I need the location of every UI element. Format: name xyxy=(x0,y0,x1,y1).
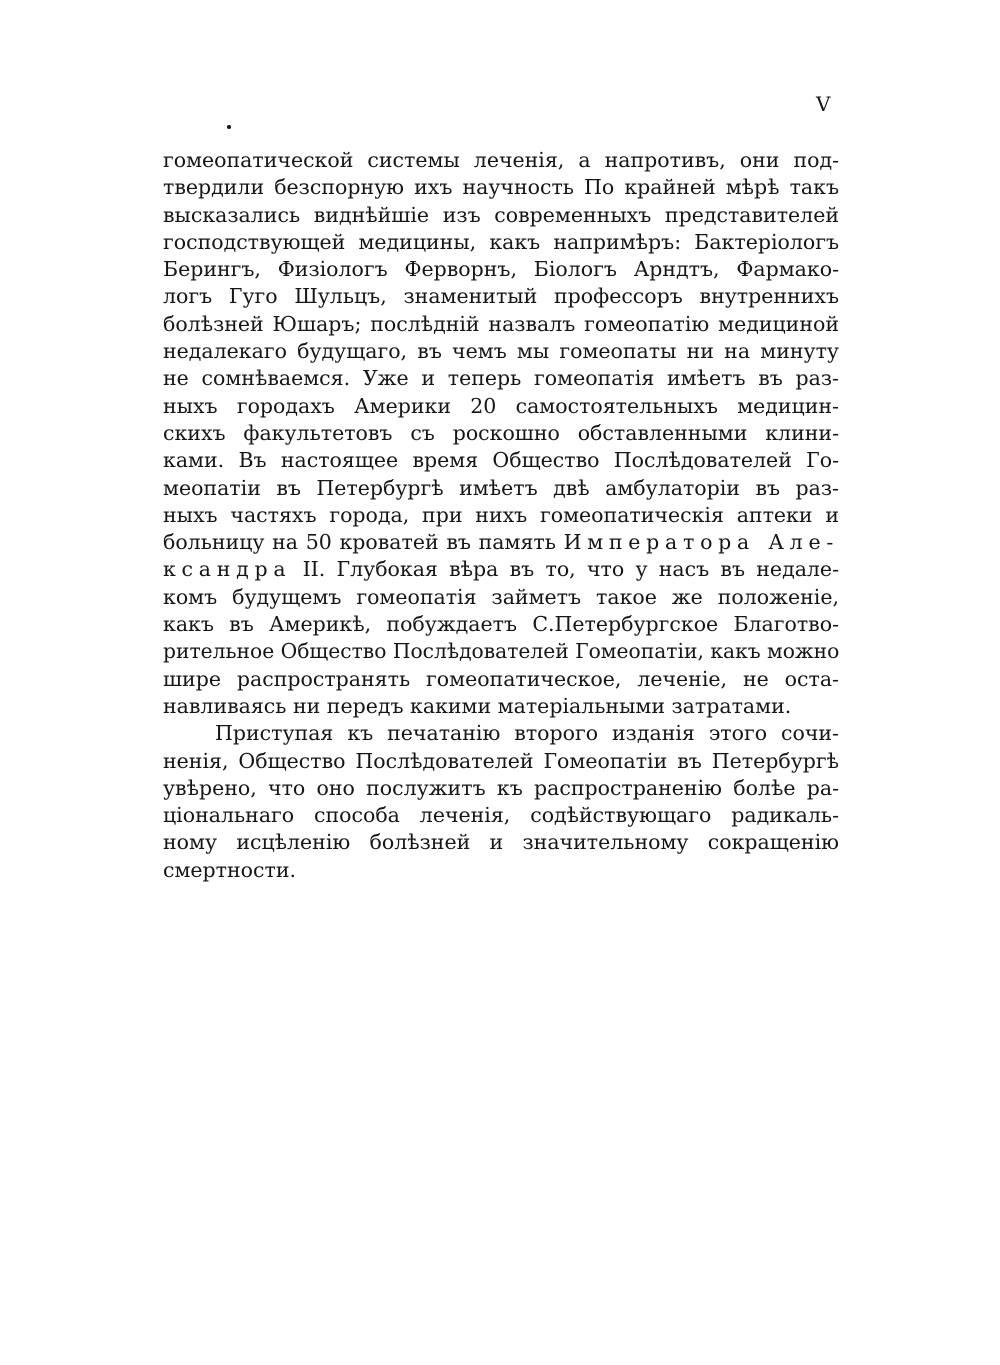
text-line: скихъ факультетовъ съ роскошно обставленными клини- xyxy=(163,420,839,445)
text-line: ненія, Общество Послѣдователей Гомеопатіи въ Петербургѣ xyxy=(163,748,839,773)
text-line: логъ Гуго Шульцъ, знаменитый профессоръ внутреннихъ xyxy=(163,284,839,309)
text-line: болѣзней Юшаръ; послѣдній назвалъ гомеопатію медициной xyxy=(163,311,839,336)
text-line: не сомнѣваемся. Уже и теперь гомеопатія имѣетъ въ раз- xyxy=(163,366,839,391)
page-number: V xyxy=(816,92,831,116)
text-line: ками. Въ настоящее время Общество Послѣдователей Го- xyxy=(163,448,839,473)
text-line: увѣрено, что оно послужитъ къ распространенію болѣе ра- xyxy=(163,775,839,800)
text-line: меопатіи въ Петербургѣ имѣетъ двѣ амбулаторіи въ раз- xyxy=(163,475,839,500)
text-line: ціональнаго способа леченія, содѣйствующаго радикаль- xyxy=(163,803,839,828)
text-line: господствующей медицины, какъ напримѣръ: Бактеріологъ xyxy=(163,229,839,254)
body-text xyxy=(163,147,839,884)
text-line: смертности. xyxy=(163,857,297,882)
text-line: рительное Общество Послѣдователей Гомеопатіи, какъ можно xyxy=(163,639,840,664)
text-segment: II. Глубокая вѣра въ то, что у насъ въ недале- xyxy=(291,557,839,582)
text-line xyxy=(163,556,839,583)
text-line: шире распространять гомеопатическое, леченіе, не оста- xyxy=(163,666,839,691)
text-line: навливаясь ни передъ какими матеріальными затратами. xyxy=(163,693,792,718)
paragraph-2 xyxy=(163,720,839,884)
emphasized-name: Императора Але- xyxy=(563,530,839,555)
emphasized-name: ксандра xyxy=(163,557,292,582)
text-segment: больницу на 50 кроватей въ память xyxy=(163,530,564,555)
text-line: ныхъ городахъ Америки 20 самостоятельныхъ медицин- xyxy=(163,393,839,418)
text-line: твердили безспорную ихъ научность По крайней мѣрѣ такъ xyxy=(163,175,839,200)
text-line: гомеопатической системы леченія, а напротивъ, они под- xyxy=(163,148,839,172)
text-line: высказались виднѣйшіе изъ современныхъ представителей xyxy=(163,202,839,227)
text-line: Приступая къ печатанію второго изданія этого сочи- xyxy=(215,721,839,746)
ink-speck xyxy=(227,125,231,129)
text-line: комъ будущемъ гомеопатія займетъ такое же положеніе, xyxy=(163,584,839,609)
text-line: недалекаго будущаго, въ чемъ мы гомеопаты ни на минуту xyxy=(163,339,839,364)
text-line: ному исцѣленію болѣзней и значительному сокращенію xyxy=(163,830,839,855)
text-line: Берингъ, Физіологъ Ферворнъ, Біологъ Арндтъ, Фармако- xyxy=(163,257,839,282)
text-line: какъ въ Америкѣ, побуждаетъ С.Петербургское Благотво- xyxy=(163,612,839,637)
text-line: ныхъ частяхъ города, при нихъ гомеопатическія аптеки и xyxy=(163,502,839,527)
text-line xyxy=(163,529,839,556)
paragraph-1 xyxy=(163,147,839,720)
